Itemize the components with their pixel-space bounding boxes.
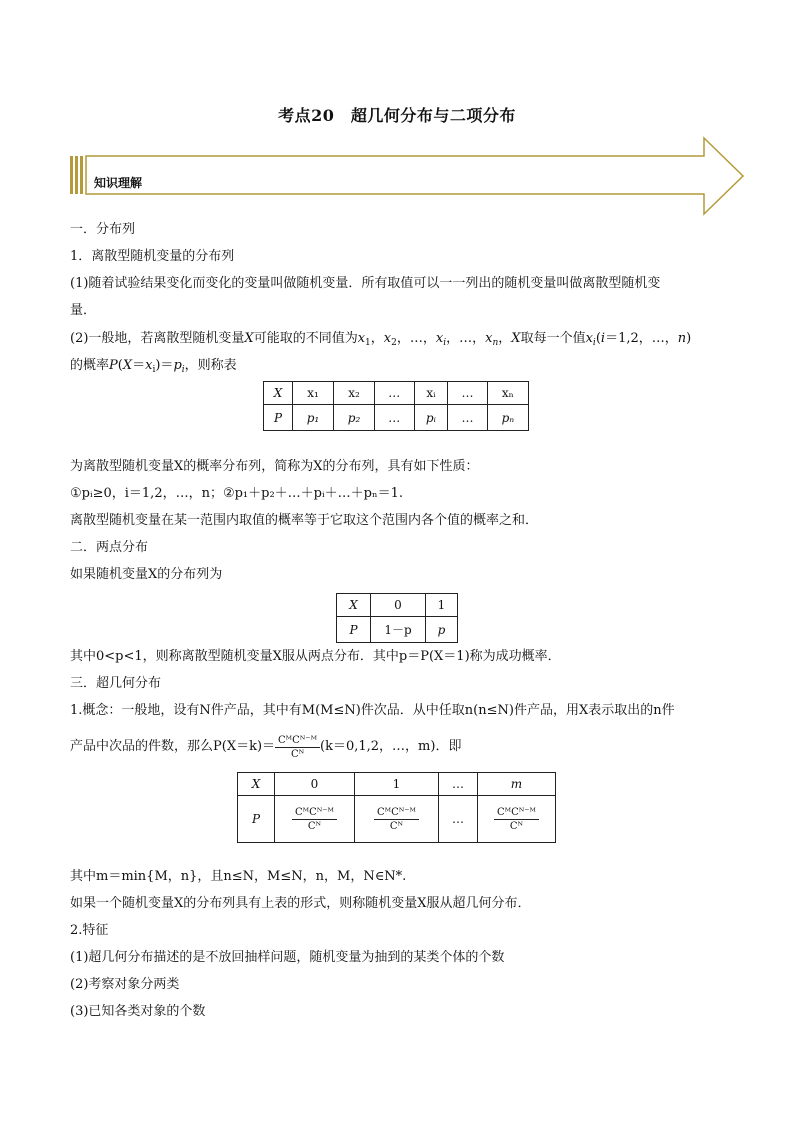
table-cell: … [375, 382, 415, 405]
table-cell: X [264, 382, 293, 405]
paragraph-line: 为离散型随机变量X的概率分布列，简称为X的分布列，具有如下性质： [70, 459, 479, 474]
paragraph-line: 离散型随机变量在某一范围内取值的概率等于它取这个范围内各个值的概率之和． [70, 513, 539, 528]
distribution-table [263, 381, 529, 431]
section-heading: 二．两点分布 [70, 540, 149, 555]
table-cell: X [337, 594, 371, 617]
table-cell: 0 [275, 773, 355, 796]
page-title: 考点20 超几何分布与二项分布 [278, 106, 516, 125]
table-cell: m [478, 773, 556, 796]
table-cell: pᵢ [414, 405, 448, 431]
paragraph-line: 如果一个随机变量X的分布列具有上表的形式，则称随机变量X服从超几何分布． [70, 896, 531, 911]
table-cell: p₁ [293, 405, 334, 431]
paragraph-line: (1)随着试验结果变化而变化的变量叫做随机变量．所有取值可以一一列出的随机变量叫做离散型随机变 [70, 276, 661, 291]
table-cell [478, 796, 556, 843]
table-cell: 1 [355, 773, 439, 796]
table-cell: P [337, 617, 371, 643]
feature-item: (2)考察对象分两类 [70, 977, 180, 992]
paragraph-line: 产品中次品的件数，那么P(X＝k)＝ $\frac{\text{CᴹCᴺ⁻ᴹ}}{\text{Cᴺ}}$ (k＝0,1,2，…，m)．即 [70, 734, 462, 760]
subsection-heading: 1．离散型随机变量的分布列 [70, 249, 235, 264]
table-cell: x₂ [334, 382, 375, 405]
paragraph-line: 量． [70, 303, 97, 318]
table-cell: pₙ [487, 405, 528, 431]
table-cell: p [426, 617, 458, 643]
hypergeometric-formula: $\frac{\text{CᴹCᴺ⁻ᴹ}}{\text{Cᴺ}}$ [275, 734, 320, 761]
table-cell: … [375, 405, 415, 431]
banner-label: 知识理解 [94, 176, 143, 190]
formula-cell: $\frac{\text{CᴹCᴺ⁻ᴹ}}{\text{Cᴺ}}$ [494, 806, 539, 833]
table-cell: P [264, 405, 293, 431]
table-cell: … [439, 796, 478, 843]
paragraph-line: (2)一般地，若离散型随机变量X可能取的不同值为$x_1$，$x_2$，…，$x_i$，…，$x_n$，X取每一个值$x_i(i=1,2$，…，n) [70, 331, 692, 348]
table-cell: xᵢ [414, 382, 448, 405]
table-cell: 0 [371, 594, 426, 617]
table-cell: 1 [426, 594, 458, 617]
paragraph-line: 1.概念：一般地，设有N件产品，其中有M(M≤N)件次品．从中任取n(n≤N)件产品，用X表示取出的n件 [70, 703, 675, 718]
formula-cell: $\frac{\text{CᴹCᴺ⁻ᴹ}}{\text{Cᴺ}}$ [374, 806, 419, 833]
table-cell: … [448, 405, 488, 431]
hypergeometric-table [237, 772, 556, 843]
section-heading: 三．超几何分布 [70, 676, 162, 691]
table-cell [275, 796, 355, 843]
table-cell: P [238, 796, 275, 843]
table-cell: p₂ [334, 405, 375, 431]
table-cell: x₁ [293, 382, 334, 405]
table-cell: … [448, 382, 488, 405]
property-line: ①pᵢ≥0，i＝1,2，…，n；②p₁＋p₂＋…＋pᵢ＋…＋pₙ＝1. [70, 486, 403, 501]
paragraph-line: 的概率$P(X=x_i)=p_i$，则称表 [70, 358, 237, 375]
feature-item: (3)已知各类对象的个数 [70, 1004, 206, 1019]
paragraph-line: 如果随机变量X的分布列为 [70, 567, 223, 582]
table-cell: X [238, 773, 275, 796]
section-heading: 一．分布列 [70, 222, 136, 237]
formula-cell: $\frac{\text{CᴹCᴺ⁻ᴹ}}{\text{Cᴺ}}$ [292, 806, 337, 833]
table-cell [355, 796, 439, 843]
feature-item: (1)超几何分布描述的是不放回抽样问题，随机变量为抽到的某类个体的个数 [70, 950, 505, 965]
paragraph-line: 其中0<p<1，则称离散型随机变量X服从两点分布．其中p＝P(X＝1)称为成功概率． [70, 649, 561, 664]
two-point-table [336, 593, 458, 643]
table-cell: … [439, 773, 478, 796]
subsection-heading: 2.特征 [70, 923, 109, 938]
table-cell: 1－p [371, 617, 426, 643]
table-cell: xₙ [487, 382, 528, 405]
paragraph-line: 其中m＝min{M，n}，且n≤N，M≤N，n，M，N∈N*. [70, 869, 407, 884]
section-banner-arrow [68, 136, 748, 216]
